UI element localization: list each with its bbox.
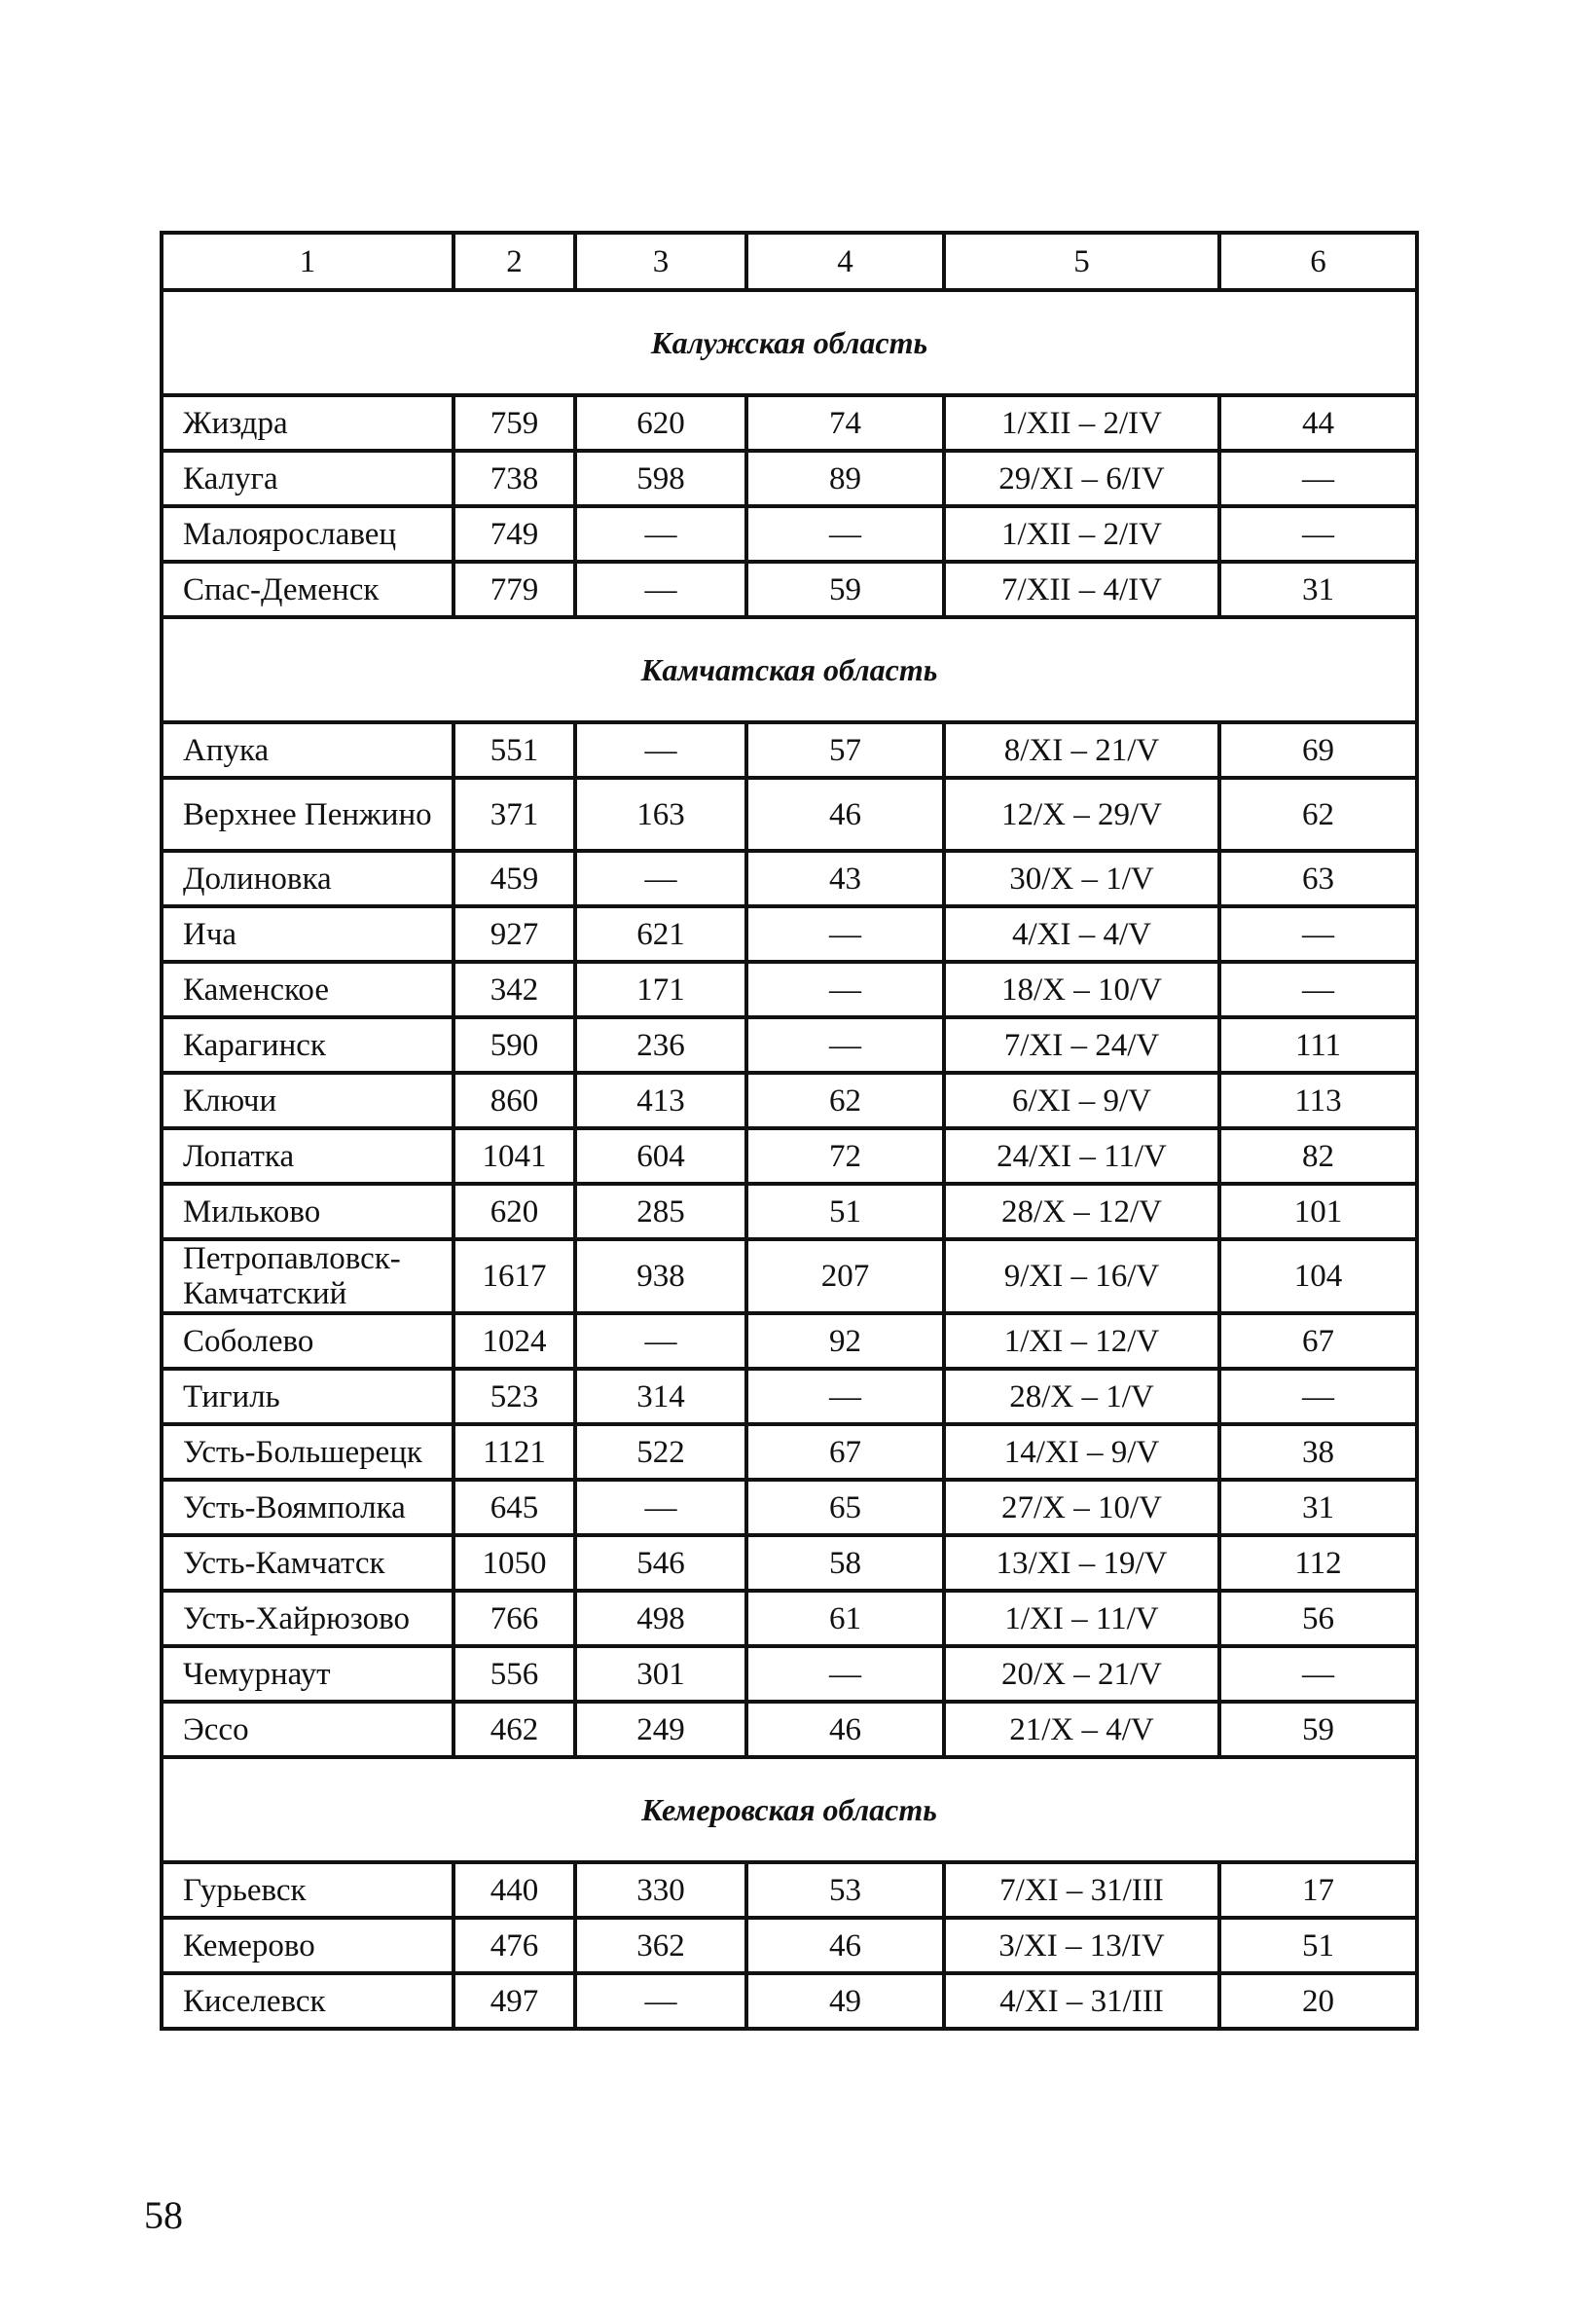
value-cell-c6: 59 <box>1219 1702 1417 1757</box>
table-row <box>162 451 1417 506</box>
value-cell-c5: 1/XII – 2/IV <box>944 395 1219 451</box>
value-cell-c3: 546 <box>575 1535 746 1591</box>
table-row <box>162 1862 1417 1918</box>
value-cell-c4: — <box>746 1017 944 1073</box>
header-cell: 5 <box>944 233 1219 290</box>
station-name-cell: Апука <box>162 722 453 778</box>
header-cell: 6 <box>1219 233 1417 290</box>
value-cell-c6: 104 <box>1219 1239 1417 1313</box>
table-row <box>162 1535 1417 1591</box>
value-cell-c4: 43 <box>746 851 944 906</box>
value-cell-c4: 61 <box>746 1591 944 1646</box>
value-cell-c2: 749 <box>453 506 575 562</box>
station-name-cell: Соболево <box>162 1313 453 1369</box>
value-cell-c2: 1041 <box>453 1128 575 1184</box>
value-cell-c2: 371 <box>453 778 575 851</box>
value-cell-c3: 620 <box>575 395 746 451</box>
value-cell-c4: 46 <box>746 778 944 851</box>
value-cell-c3: 171 <box>575 962 746 1017</box>
value-cell-c3: — <box>575 1973 746 2029</box>
value-cell-c6: — <box>1219 506 1417 562</box>
station-name-cell: Тигиль <box>162 1369 453 1424</box>
station-name-cell: Малоярославец <box>162 506 453 562</box>
station-name-cell: Лопатка <box>162 1128 453 1184</box>
value-cell-c2: 620 <box>453 1184 575 1239</box>
value-cell-c5: 3/XI – 13/IV <box>944 1918 1219 1973</box>
value-cell-c4: — <box>746 962 944 1017</box>
value-cell-c6: 62 <box>1219 778 1417 851</box>
value-cell-c3: — <box>575 1313 746 1369</box>
station-name-cell: Долиновка <box>162 851 453 906</box>
value-cell-c6: 111 <box>1219 1017 1417 1073</box>
value-cell-c5: 12/X – 29/V <box>944 778 1219 851</box>
value-cell-c3: 362 <box>575 1918 746 1973</box>
value-cell-c3: 621 <box>575 906 746 962</box>
value-cell-c5: 4/XI – 4/V <box>944 906 1219 962</box>
section-title: Кемеровская область <box>162 1757 1417 1862</box>
value-cell-c3: 163 <box>575 778 746 851</box>
value-cell-c4: — <box>746 1646 944 1702</box>
value-cell-c2: 779 <box>453 562 575 617</box>
value-cell-c5: 18/X – 10/V <box>944 962 1219 1017</box>
station-name-cell: Чемурнаут <box>162 1646 453 1702</box>
value-cell-c5: 7/XI – 24/V <box>944 1017 1219 1073</box>
value-cell-c5: 7/XII – 4/IV <box>944 562 1219 617</box>
station-name-cell: Жиздра <box>162 395 453 451</box>
value-cell-c5: 29/XI – 6/IV <box>944 451 1219 506</box>
value-cell-c6: 101 <box>1219 1184 1417 1239</box>
value-cell-c3: 236 <box>575 1017 746 1073</box>
value-cell-c4: 46 <box>746 1918 944 1973</box>
value-cell-c6: 31 <box>1219 562 1417 617</box>
value-cell-c4: 57 <box>746 722 944 778</box>
station-name-cell: Усть-Камчатск <box>162 1535 453 1591</box>
value-cell-c4: 62 <box>746 1073 944 1128</box>
value-cell-c6: 44 <box>1219 395 1417 451</box>
value-cell-c2: 551 <box>453 722 575 778</box>
value-cell-c4: 67 <box>746 1424 944 1480</box>
value-cell-c2: 927 <box>453 906 575 962</box>
station-name-cell: Усть-Воямполка <box>162 1480 453 1535</box>
table-row <box>162 851 1417 906</box>
value-cell-c6: 56 <box>1219 1591 1417 1646</box>
value-cell-c2: 497 <box>453 1973 575 2029</box>
value-cell-c4: 51 <box>746 1184 944 1239</box>
value-cell-c2: 462 <box>453 1702 575 1757</box>
value-cell-c2: 759 <box>453 395 575 451</box>
value-cell-c3: 301 <box>575 1646 746 1702</box>
value-cell-c6: 67 <box>1219 1313 1417 1369</box>
value-cell-c5: 1/XII – 2/IV <box>944 506 1219 562</box>
value-cell-c4: 46 <box>746 1702 944 1757</box>
value-cell-c4: 89 <box>746 451 944 506</box>
station-name-cell: Каменское <box>162 962 453 1017</box>
value-cell-c6: 82 <box>1219 1128 1417 1184</box>
value-cell-c5: 8/XI – 21/V <box>944 722 1219 778</box>
table-row <box>162 1017 1417 1073</box>
station-name-cell: Верхнее Пенжино <box>162 778 453 851</box>
value-cell-c2: 523 <box>453 1369 575 1424</box>
value-cell-c5: 9/XI – 16/V <box>944 1239 1219 1313</box>
table-row <box>162 1973 1417 2029</box>
value-cell-c2: 342 <box>453 962 575 1017</box>
value-cell-c6: 63 <box>1219 851 1417 906</box>
value-cell-c3: 938 <box>575 1239 746 1313</box>
table-row <box>162 395 1417 451</box>
value-cell-c6: 17 <box>1219 1862 1417 1918</box>
value-cell-c3: 314 <box>575 1369 746 1424</box>
value-cell-c3: — <box>575 562 746 617</box>
value-cell-c6: 38 <box>1219 1424 1417 1480</box>
value-cell-c4: 72 <box>746 1128 944 1184</box>
table-row <box>162 1480 1417 1535</box>
value-cell-c6: — <box>1219 451 1417 506</box>
value-cell-c2: 476 <box>453 1918 575 1973</box>
value-cell-c3: 249 <box>575 1702 746 1757</box>
header-row <box>162 233 1417 290</box>
value-cell-c3: 598 <box>575 451 746 506</box>
page-number: 58 <box>144 2193 183 2237</box>
value-cell-c5: 13/XI – 19/V <box>944 1535 1219 1591</box>
value-cell-c5: 1/XI – 11/V <box>944 1591 1219 1646</box>
station-name-cell: Усть-Хайрюзово <box>162 1591 453 1646</box>
station-name-cell: Усть-Большерецк <box>162 1424 453 1480</box>
value-cell-c4: 58 <box>746 1535 944 1591</box>
value-cell-c2: 1050 <box>453 1535 575 1591</box>
station-name-cell: Ича <box>162 906 453 962</box>
value-cell-c4: — <box>746 906 944 962</box>
section-title: Камчатская область <box>162 617 1417 722</box>
station-name-cell: Ключи <box>162 1073 453 1128</box>
table-row <box>162 1184 1417 1239</box>
value-cell-c5: 24/XI – 11/V <box>944 1128 1219 1184</box>
table-row <box>162 1918 1417 1973</box>
station-name-cell: Эссо <box>162 1702 453 1757</box>
value-cell-c6: 112 <box>1219 1535 1417 1591</box>
value-cell-c5: 20/X – 21/V <box>944 1646 1219 1702</box>
table-row <box>162 1646 1417 1702</box>
value-cell-c3: — <box>575 851 746 906</box>
section-row <box>162 1757 1417 1862</box>
table-row <box>162 722 1417 778</box>
value-cell-c3: 285 <box>575 1184 746 1239</box>
station-name-cell: Кемерово <box>162 1918 453 1973</box>
value-cell-c2: 766 <box>453 1591 575 1646</box>
value-cell-c4: — <box>746 1369 944 1424</box>
value-cell-c3: 413 <box>575 1073 746 1128</box>
value-cell-c6: — <box>1219 1646 1417 1702</box>
header-cell: 3 <box>575 233 746 290</box>
value-cell-c6: — <box>1219 1369 1417 1424</box>
value-cell-c3: — <box>575 1480 746 1535</box>
station-name-cell: Киселевск <box>162 1973 453 2029</box>
value-cell-c4: 49 <box>746 1973 944 2029</box>
value-cell-c2: 1024 <box>453 1313 575 1369</box>
header-cell: 1 <box>162 233 453 290</box>
station-name-cell: Гурьевск <box>162 1862 453 1918</box>
value-cell-c6: 69 <box>1219 722 1417 778</box>
table-row <box>162 1073 1417 1128</box>
value-cell-c4: 65 <box>746 1480 944 1535</box>
value-cell-c5: 1/XI – 12/V <box>944 1313 1219 1369</box>
value-cell-c5: 4/XI – 31/III <box>944 1973 1219 2029</box>
section-row <box>162 290 1417 395</box>
value-cell-c6: — <box>1219 962 1417 1017</box>
value-cell-c5: 30/X – 1/V <box>944 851 1219 906</box>
value-cell-c5: 7/XI – 31/III <box>944 1862 1219 1918</box>
value-cell-c3: 522 <box>575 1424 746 1480</box>
value-cell-c3: 604 <box>575 1128 746 1184</box>
value-cell-c3: 498 <box>575 1591 746 1646</box>
value-cell-c2: 1121 <box>453 1424 575 1480</box>
table-row <box>162 1424 1417 1480</box>
table-row <box>162 1702 1417 1757</box>
value-cell-c2: 645 <box>453 1480 575 1535</box>
value-cell-c5: 21/X – 4/V <box>944 1702 1219 1757</box>
table-row <box>162 962 1417 1017</box>
header-cell: 4 <box>746 233 944 290</box>
value-cell-c2: 738 <box>453 451 575 506</box>
value-cell-c6: 20 <box>1219 1973 1417 2029</box>
table-row <box>162 1313 1417 1369</box>
value-cell-c5: 28/X – 1/V <box>944 1369 1219 1424</box>
value-cell-c2: 1617 <box>453 1239 575 1313</box>
station-name-cell: Спас-Деменск <box>162 562 453 617</box>
value-cell-c2: 459 <box>453 851 575 906</box>
table-body <box>162 233 1417 2029</box>
value-cell-c6: 31 <box>1219 1480 1417 1535</box>
station-name-cell: Петропавловск-Камчатский <box>162 1239 453 1313</box>
table-row <box>162 506 1417 562</box>
value-cell-c6: 51 <box>1219 1918 1417 1973</box>
value-cell-c2: 556 <box>453 1646 575 1702</box>
value-cell-c3: — <box>575 722 746 778</box>
value-cell-c5: 27/X – 10/V <box>944 1480 1219 1535</box>
value-cell-c3: — <box>575 506 746 562</box>
value-cell-c4: 74 <box>746 395 944 451</box>
value-cell-c2: 860 <box>453 1073 575 1128</box>
station-name-cell: Мильково <box>162 1184 453 1239</box>
value-cell-c4: 92 <box>746 1313 944 1369</box>
table-row <box>162 1591 1417 1646</box>
climate-table <box>160 231 1419 2031</box>
value-cell-c2: 440 <box>453 1862 575 1918</box>
value-cell-c4: 207 <box>746 1239 944 1313</box>
header-cell: 2 <box>453 233 575 290</box>
section-title: Калужская область <box>162 290 1417 395</box>
station-name-cell: Карагинск <box>162 1017 453 1073</box>
value-cell-c2: 590 <box>453 1017 575 1073</box>
station-name-cell: Калуга <box>162 451 453 506</box>
value-cell-c4: 59 <box>746 562 944 617</box>
value-cell-c6: — <box>1219 906 1417 962</box>
value-cell-c5: 14/XI – 9/V <box>944 1424 1219 1480</box>
table-row <box>162 778 1417 851</box>
value-cell-c4: 53 <box>746 1862 944 1918</box>
value-cell-c6: 113 <box>1219 1073 1417 1128</box>
value-cell-c4: — <box>746 506 944 562</box>
section-row <box>162 617 1417 722</box>
table-row <box>162 1239 1417 1313</box>
table-row <box>162 906 1417 962</box>
value-cell-c5: 6/XI – 9/V <box>944 1073 1219 1128</box>
table-row <box>162 1369 1417 1424</box>
table-row <box>162 562 1417 617</box>
table-row <box>162 1128 1417 1184</box>
value-cell-c5: 28/X – 12/V <box>944 1184 1219 1239</box>
value-cell-c3: 330 <box>575 1862 746 1918</box>
